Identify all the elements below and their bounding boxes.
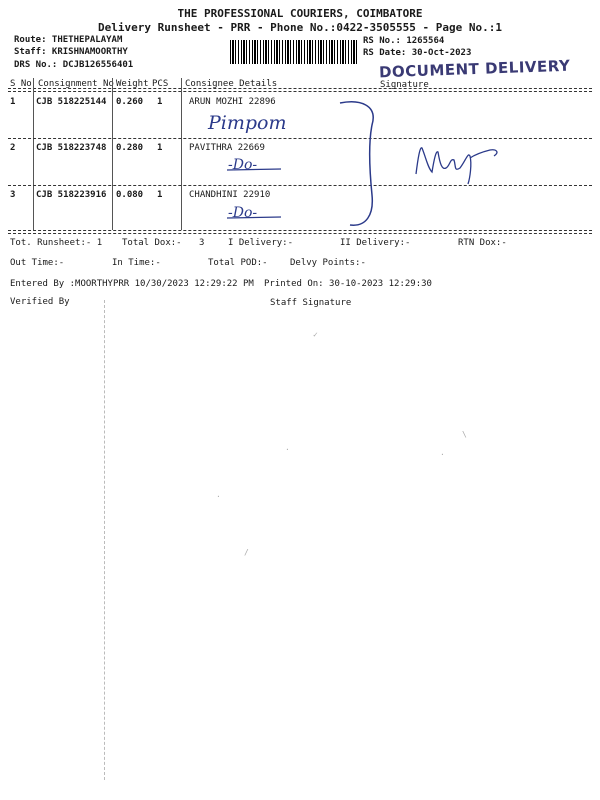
col-pcs: PCS (152, 79, 169, 89)
delvy-points: Delvy Points:- (290, 258, 366, 268)
printed-on: Printed On: 30-10-2023 12:29:30 (264, 279, 432, 289)
handwritten-receiver-name: Pimpom (208, 112, 287, 134)
header-rule-top-2 (8, 91, 592, 92)
handwritten-ditto: -Do- (228, 157, 258, 173)
row-consignee: PAVITHRA 22669 (189, 143, 265, 153)
verified-by: Verified By (10, 297, 70, 307)
ditto-underline (225, 165, 285, 175)
scan-speck: \ (462, 430, 467, 439)
row-sno: 2 (10, 143, 16, 153)
route-label: Route: THETHEPALAYAM (14, 35, 123, 45)
scan-speck: · (216, 492, 221, 501)
staff-label: Staff: KRISHNAMOORTHY (14, 47, 128, 57)
ditto-underline (225, 213, 285, 223)
row-sno: 1 (10, 97, 16, 107)
row-weight: 0.280 (116, 143, 144, 153)
ii-delivery: II Delivery:- (340, 238, 411, 248)
total-dox-value: 3 (199, 238, 205, 248)
handwritten-ditto: -Do- (228, 205, 258, 221)
entered-by: Entered By :MOORTHYPRR 10/30/2023 12:29:22 PM (10, 279, 254, 289)
scan-speck: / (244, 548, 249, 557)
barcode (230, 40, 358, 64)
row-consignment: CJB 518225144 (36, 97, 107, 107)
row-consignment: CJB 518223748 (36, 143, 107, 153)
rs-date: RS Date: 30-Oct-2023 (363, 48, 472, 58)
row-weight: 0.080 (116, 190, 144, 200)
col-divider (112, 78, 113, 230)
table-bottom-rule-2 (8, 233, 592, 234)
col-divider (33, 78, 34, 230)
row-consignment: CJB 518223916 (36, 190, 107, 200)
row-consignee: CHANDHINI 22910 (189, 190, 271, 200)
col-weight: Weight (116, 79, 149, 89)
i-delivery: I Delivery:- (228, 238, 294, 248)
staff-signature-label: Staff Signature (270, 298, 352, 308)
col-sno: S No (10, 79, 32, 89)
row-pcs: 1 (157, 143, 163, 153)
scan-speck: · (285, 445, 290, 454)
row-weight: 0.260 (116, 97, 144, 107)
drs-number: DRS No.: DCJB126556401 (14, 60, 134, 70)
rtn-dox: RTN Dox:- (458, 238, 507, 248)
col-consignment: Consignment No (38, 79, 114, 89)
signature-bracket (330, 95, 390, 235)
col-signature: Signature (380, 80, 429, 90)
row-sno: 3 (10, 190, 16, 200)
document-delivery-stamp: DOCUMENT DELIVERY (378, 56, 571, 82)
scan-margin-line (104, 300, 105, 780)
rs-number: RS No.: 1265564 (363, 36, 445, 46)
total-dox-label: Total Dox:- (122, 238, 182, 248)
total-runsheet: Tot. Runsheet:- 1 (10, 238, 103, 248)
scan-speck: ✓ (313, 330, 318, 339)
scan-speck: · (440, 450, 445, 459)
row-pcs: 1 (157, 190, 163, 200)
col-divider (181, 78, 182, 230)
row-consignee: ARUN MOZHI 22896 (189, 97, 276, 107)
row-pcs: 1 (157, 97, 163, 107)
col-consignee: Consignee Details (185, 79, 278, 89)
table-bottom-rule (8, 230, 592, 231)
in-time: In Time:- (112, 258, 161, 268)
runsheet-subtitle: Delivery Runsheet - PRR - Phone No.:0422-3505555 - Page No.:1 (98, 21, 502, 34)
total-pod: Total POD:- (208, 258, 268, 268)
company-title: THE PROFESSIONAL COURIERS, COIMBATORE (177, 7, 423, 20)
out-time: Out Time:- (10, 258, 65, 268)
receiver-signature (410, 138, 505, 188)
